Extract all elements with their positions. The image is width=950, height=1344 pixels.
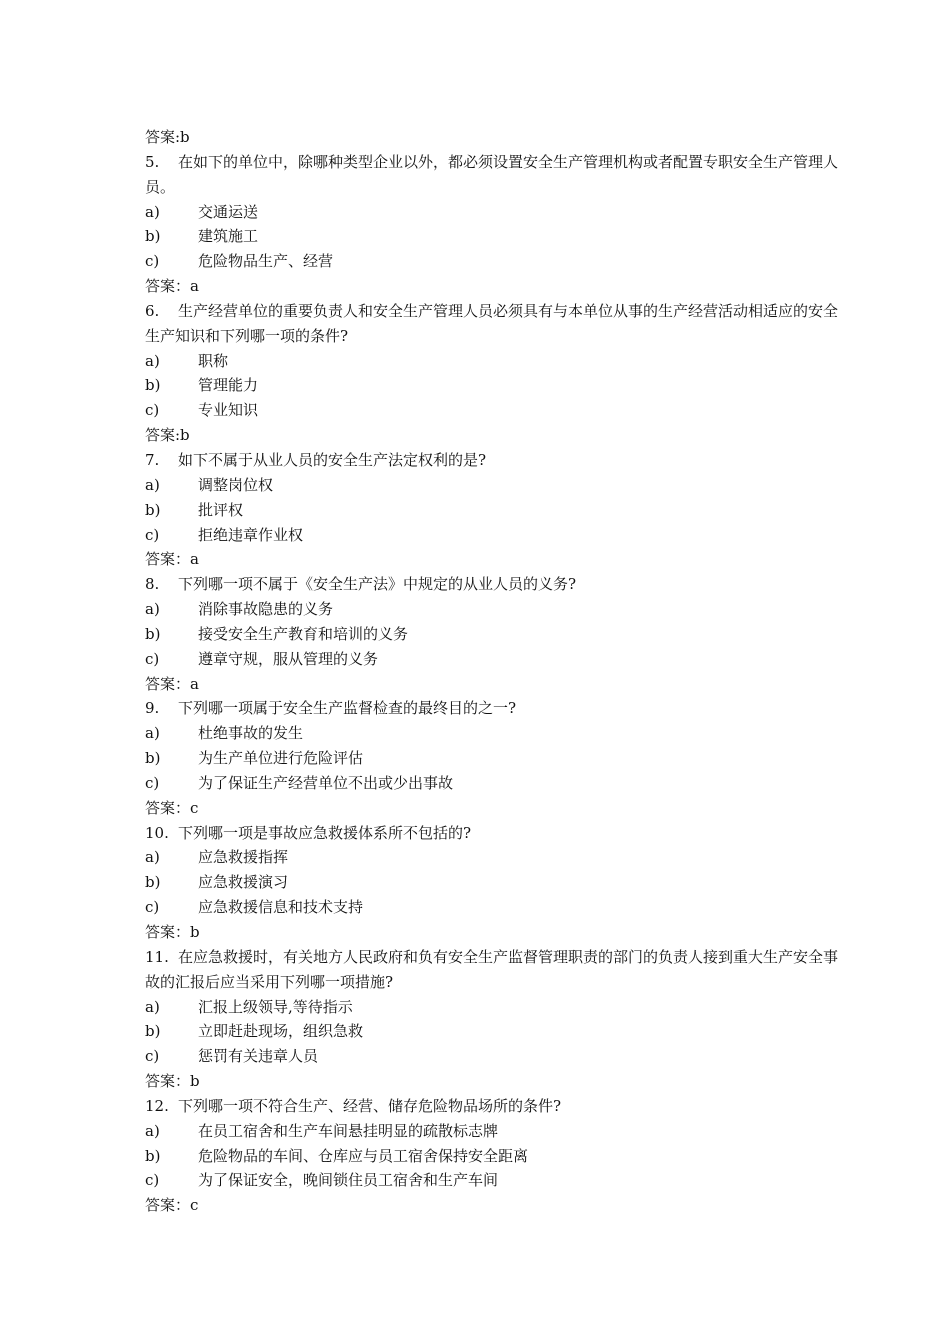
option-label: a): [145, 475, 160, 494]
option-label: c): [145, 1171, 160, 1190]
question-stem: [145, 1094, 850, 1119]
option-text: 消除事故隐患的义务: [198, 600, 334, 619]
answer-line: 答案：a: [145, 277, 199, 296]
option-row: [145, 523, 850, 548]
option-label: c): [145, 525, 160, 544]
option-text: 调整岗位权: [198, 475, 274, 494]
option-text: 批评权: [198, 500, 244, 519]
option-label: a): [145, 848, 160, 867]
option-text: 遵章守规，服从管理的义务: [198, 649, 379, 668]
option-label: c): [145, 773, 160, 792]
option-text: 危险物品生产、经营: [198, 252, 334, 271]
question-text: 生产经营单位的重要负责人和安全生产管理人员必须具有与本单位从事的生产经营活动相适应的安全生产知识和下列哪一项的条件?: [145, 301, 839, 345]
option-label: c): [145, 401, 160, 420]
option-label: a): [145, 202, 160, 221]
option-row: [145, 200, 850, 225]
question-block: [145, 299, 850, 448]
question-text: 在应急救援时，有关地方人民政府和负有安全生产监督管理职责的部门的负责人接到重大生产安全事故的汇报后应当采用下列哪一项措施?: [145, 947, 839, 991]
option-row: [145, 771, 850, 796]
answer-line: 答案:b: [145, 426, 190, 445]
option-text: 拒绝违章作业权: [198, 525, 304, 544]
option-text: 职称: [198, 351, 229, 370]
question-text: 在如下的单位中，除哪种类型企业以外，都必须设置安全生产管理机构或者配置专职安全生产管理人员。: [145, 152, 839, 196]
question-stem: [145, 448, 850, 473]
option-text: 应急救援信息和技术支持: [198, 898, 364, 917]
option-row: [145, 746, 850, 771]
option-row: [145, 647, 850, 672]
option-label: b): [145, 500, 161, 519]
option-label: b): [145, 227, 161, 246]
question-stem: [145, 945, 850, 995]
option-row: [145, 721, 850, 746]
answer-line: 答案：c: [145, 1196, 199, 1215]
question-stem: [145, 150, 850, 200]
option-row: [145, 870, 850, 895]
question-stem: [145, 821, 850, 846]
answer-line: 答案:b: [145, 128, 190, 146]
option-text: 在员工宿舍和生产车间悬挂明显的疏散标志牌: [198, 1121, 499, 1140]
question-list: [145, 150, 850, 1218]
option-row: [145, 1119, 850, 1144]
option-row: [145, 249, 850, 274]
question-stem: [145, 696, 850, 721]
option-label: a): [145, 724, 160, 743]
question-text: 下列哪一项属于安全生产监督检查的最终目的之一?: [178, 699, 517, 718]
option-label: c): [145, 898, 160, 917]
option-row: [145, 349, 850, 374]
option-label: a): [145, 600, 160, 619]
option-text: 危险物品的车间、仓库应与员工宿舍保持安全距离: [198, 1146, 529, 1165]
question-number: 8.: [145, 575, 160, 594]
option-row: [145, 498, 850, 523]
option-text: 惩罚有关违章人员: [198, 1047, 319, 1066]
option-label: b): [145, 376, 161, 395]
option-text: 杜绝事故的发生: [198, 724, 304, 743]
question-text: 如下不属于从业人员的安全生产法定权利的是?: [178, 450, 487, 469]
question-text: 下列哪一项是事故应急救援体系所不包括的?: [178, 823, 472, 842]
answer-line: 答案：c: [145, 798, 199, 817]
option-text: 交通运送: [198, 202, 259, 221]
question-block: [145, 448, 850, 572]
option-label: c): [145, 252, 160, 271]
question-text: 下列哪一项不属于《安全生产法》中规定的从业人员的义务?: [178, 575, 577, 594]
option-row: [145, 1144, 850, 1169]
question-number: 7.: [145, 450, 160, 469]
option-label: c): [145, 1047, 160, 1066]
answer-line: 答案：a: [145, 550, 199, 569]
option-label: b): [145, 749, 161, 768]
option-row: [145, 373, 850, 398]
question-block: [145, 572, 850, 696]
question-number: 5.: [145, 152, 160, 171]
option-row: [145, 895, 850, 920]
option-row: [145, 473, 850, 498]
option-text: 为了保证安全，晚间锁住员工宿舍和生产车间: [198, 1171, 499, 1190]
option-row: [145, 1019, 850, 1044]
option-label: b): [145, 1022, 161, 1041]
option-label: b): [145, 624, 161, 643]
option-label: b): [145, 1146, 161, 1165]
question-stem: [145, 572, 850, 597]
document-body: [145, 125, 850, 1218]
question-block: [145, 1094, 850, 1218]
option-label: c): [145, 649, 160, 668]
option-text: 立即赶赴现场，组织急救: [198, 1022, 364, 1041]
option-label: a): [145, 997, 160, 1016]
question-number: 6.: [145, 301, 160, 320]
question-number: 9.: [145, 699, 160, 718]
option-text: 建筑施工: [198, 227, 259, 246]
answer-line: 答案：a: [145, 674, 199, 693]
question-number: 10.: [145, 823, 169, 842]
option-text: 管理能力: [198, 376, 259, 395]
option-row: [145, 995, 850, 1020]
question-number: 11.: [145, 947, 169, 966]
option-row: [145, 845, 850, 870]
question-block: [145, 696, 850, 820]
option-row: [145, 1168, 850, 1193]
option-text: 汇报上级领导,等待指示: [198, 997, 353, 1016]
question-stem: [145, 299, 850, 349]
question-block: [145, 821, 850, 945]
option-text: 接受安全生产教育和培训的义务: [198, 624, 409, 643]
answer-line: 答案：b: [145, 923, 200, 941]
option-label: b): [145, 873, 161, 892]
option-text: 为了保证生产经营单位不出或少出事故: [198, 773, 454, 792]
option-text: 应急救援指挥: [198, 848, 289, 867]
option-row: [145, 622, 850, 647]
option-row: [145, 1044, 850, 1069]
question-block: [145, 150, 850, 299]
option-text: 为生产单位进行危险评估: [198, 749, 364, 768]
option-row: [145, 597, 850, 622]
option-label: a): [145, 1121, 160, 1140]
question-number: 12.: [145, 1096, 169, 1115]
answer-line: 答案：b: [145, 1072, 200, 1091]
option-label: a): [145, 351, 160, 370]
question-block: [145, 945, 850, 1094]
option-text: 应急救援演习: [198, 873, 289, 892]
option-row: [145, 398, 850, 423]
question-text: 下列哪一项不符合生产、经营、储存危险物品场所的条件?: [178, 1096, 562, 1115]
option-text: 专业知识: [198, 401, 259, 420]
option-row: [145, 224, 850, 249]
